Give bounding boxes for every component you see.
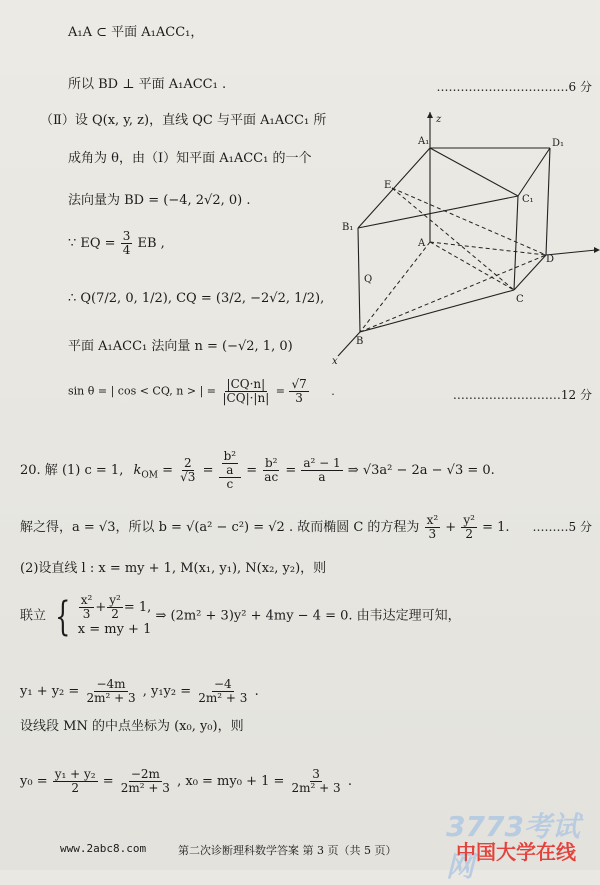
fraction — [107, 594, 123, 621]
score-12: ………………………12 分 — [452, 388, 592, 402]
watermark-subtitle: 中国大学在线 — [456, 840, 576, 864]
eq-prefix: ∵ EQ = — [68, 236, 116, 251]
frac-den: 2 — [71, 781, 79, 795]
site-url: www.2abc8.com — [60, 842, 147, 855]
frac-num: a² − 1 — [303, 456, 341, 470]
label-d: D — [546, 254, 555, 265]
page-footer: 第二次诊断理科数学答案 第 3 页（共 5 页） — [178, 844, 397, 857]
label-d1: D₁ — [552, 138, 565, 149]
system-result: ⇒ (2m² + 3)y² + 4my − 4 = 0. 由韦达定理可知， — [155, 608, 461, 624]
plane-normal-n: 平面 A₁ACC₁ 法向量 n = (−√2, 1, 0) — [68, 339, 293, 354]
normal-vector-bd: 法向量为 BD = (−4, 2√2, 0) . — [68, 193, 251, 208]
frac-num: y² — [109, 593, 121, 607]
frac-num: −4 — [214, 677, 232, 691]
equation-system — [78, 594, 152, 639]
fraction — [222, 450, 239, 477]
frac-den: c — [226, 477, 234, 491]
part2-intro2: 成角为 θ，由（Ⅰ）知平面 A₁ACC₁ 的一个 — [68, 151, 312, 166]
q20-part1 — [20, 450, 495, 491]
fraction — [289, 378, 308, 405]
sum-prefix: y₁ + y₂ = — [20, 684, 80, 699]
fraction — [221, 378, 272, 405]
y0-prefix: y₀ = — [20, 774, 48, 789]
equals: = — [102, 774, 114, 789]
frac-num: y² — [463, 513, 475, 527]
score-6: ……………………………6 分 — [436, 80, 592, 94]
part2-intro: （Ⅱ）设 Q(x, y, z)，直线 QC 与平面 A₁ACC₁ 所 — [40, 113, 327, 128]
fraction — [53, 768, 98, 795]
frac-num: −4m — [96, 677, 126, 691]
label-c1: C₁ — [522, 194, 534, 205]
frac-num: x² — [426, 513, 439, 527]
frac-num: x² — [80, 593, 93, 607]
equals: = — [285, 463, 297, 478]
frac-den: 3 — [428, 527, 437, 541]
frac-den: |CQ|·|n| — [222, 391, 270, 405]
prod-prefix: , y₁y₂ = — [142, 684, 192, 699]
fraction — [219, 450, 242, 491]
watermark-logo: 3773考试网 — [446, 810, 580, 883]
frac-num: 3 — [122, 229, 131, 243]
frac-num: |CQ·n| — [226, 377, 266, 391]
sin-prefix: sin θ = | cos < CQ, n > | = — [68, 384, 217, 398]
frac-den: 2m² + 3 — [198, 691, 248, 705]
plus: + — [445, 520, 457, 535]
ellipse-tail: = 1. — [482, 520, 510, 535]
midpoint-line — [20, 768, 352, 795]
frac-den: 4 — [122, 243, 131, 257]
fraction — [262, 457, 280, 484]
vieta-line — [20, 678, 259, 705]
frac-den: ac — [264, 470, 279, 484]
x0-prefix: , x₀ = my₀ + 1 = — [177, 774, 285, 789]
frac-num — [219, 450, 242, 478]
frac-den: 2m² + 3 — [291, 781, 341, 795]
fraction — [461, 514, 477, 541]
label-x: x — [332, 356, 338, 367]
frac-den: √3 — [180, 470, 196, 484]
k-label: k — [133, 463, 142, 478]
label-b1: B₁ — [342, 222, 354, 233]
period: . — [347, 774, 352, 789]
frac-num: 2 — [183, 456, 192, 470]
system-line — [20, 594, 461, 650]
frac-den: a — [318, 470, 326, 484]
label-q: Q — [364, 274, 373, 285]
frac-den: 2 — [111, 607, 119, 621]
line-bd-perp-plane: 所以 BD ⊥ 平面 A₁ACC₁ . — [68, 77, 227, 92]
brace: { — [55, 593, 71, 640]
eq1-tail: = 1, — [123, 600, 152, 615]
label-b: B — [356, 336, 364, 347]
system-eq2: x = my + 1 — [77, 622, 152, 637]
solve-a: 解之得，a = √3，所以 b = √(a² − c²) = √2 . 故而椭圆 C 的方程为 — [20, 520, 420, 535]
line-a1a-in-plane: A₁A ⊂ 平面 A₁ACC₁， — [68, 25, 204, 40]
score-5: ………5 分 — [532, 520, 592, 534]
fraction — [290, 768, 343, 795]
solve-a-line — [20, 514, 510, 541]
fraction — [425, 514, 441, 541]
frac-den: 3 — [82, 607, 91, 621]
frac-den: 3 — [295, 391, 303, 405]
lian-li: 联立 — [20, 608, 47, 624]
frac-den: 2m² + 3 — [86, 691, 136, 705]
label-z: z — [436, 114, 442, 125]
fraction — [121, 230, 133, 257]
frac-den: a — [226, 463, 234, 477]
midpoint-intro: 设线段 MN 的中点坐标为 (x₀, y₀)，则 — [20, 719, 244, 734]
frac-den: 2 — [465, 527, 473, 541]
frac-num: −2m — [130, 767, 160, 781]
label-e: E — [384, 180, 392, 191]
eq-vector-relation — [68, 230, 165, 257]
label-c: C — [516, 294, 524, 305]
equals: = — [202, 463, 214, 478]
k-result: ⇒ √3a² − 2a − √3 = 0. — [347, 463, 495, 478]
frac-den: 2m² + 3 — [120, 781, 170, 795]
system-eq1: $\frac{\text{x²}}{3}$ + $\frac{\text{y²}}{2}$ = 1, — [80, 593, 152, 621]
label-a1: A₁ — [418, 136, 430, 147]
fraction — [196, 678, 249, 705]
sin-theta-formula — [68, 378, 335, 405]
part2-line-setup: (2)设直线 l : x = my + 1, M(x₁, y₁), N(x₂, y₂)，则 — [20, 561, 327, 576]
label-a: A — [418, 238, 426, 249]
k-sub: OM — [141, 470, 158, 481]
period: . — [331, 384, 335, 398]
period: . — [254, 684, 259, 699]
equals: = — [162, 463, 173, 478]
frac-num: 3 — [312, 767, 320, 781]
frac-num: √7 — [291, 377, 307, 391]
frac-num: b² — [223, 449, 237, 463]
fraction — [178, 457, 197, 484]
frac-num: b² — [264, 456, 278, 470]
prism-figure — [318, 110, 600, 370]
q20-head: 20. 解 (1) c = 1, — [20, 463, 124, 478]
equals: = — [275, 384, 285, 398]
fraction — [79, 594, 95, 621]
q-coordinates: ∴ Q(7/2, 0, 1/2), CQ = (3/2, −2√2, 1/2), — [68, 291, 325, 306]
fraction — [301, 457, 342, 484]
fraction — [119, 768, 172, 795]
frac-num: y₁ + y₂ — [54, 767, 96, 781]
equals: = — [246, 463, 258, 478]
eq-suffix: EB , — [137, 236, 165, 251]
fraction — [84, 678, 137, 705]
